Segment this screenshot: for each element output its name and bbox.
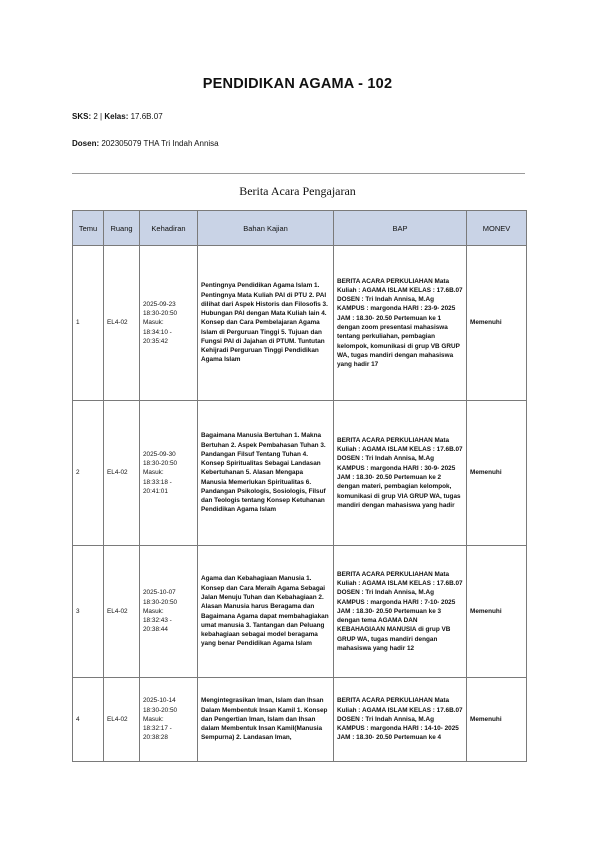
dosen-label: Dosen: (72, 139, 100, 148)
cell-bahan-kajian: Agama dan Kebahagiaan Manusia 1. Konsep dan Cara Meraih Agama Sebagai Jalan Menuju Tuhan dan Kebahagiaan 2. Alasan Manusia harus Beragama dan Bagaimana Agama dapat membahagiakan umat manusia 3. Tantangan dan Peluang kebahagiaan sebagai model beragama yang benar Pendidikan Agama Islam (198, 546, 334, 678)
cell-monev: Memenuhi (467, 246, 527, 401)
table-header-row (73, 211, 527, 246)
header-kehadiran: Kehadiran (140, 211, 198, 246)
kelas-label: Kelas: (104, 112, 129, 121)
table-row (73, 246, 527, 401)
cell-bahan-kajian: Mengintegrasikan Iman, Islam dan Ihsan Dalam Membentuk Insan Kamil 1. Konsep dan Pengertian Iman, Islam dan Ihsan dalam Membentuk Insan Kamil(Manusia Sempurna) 2. Landasan Iman, (198, 678, 334, 762)
header-temu: Temu (73, 211, 104, 246)
header-bahan-kajian: Bahan Kajian (198, 211, 334, 246)
table-row (73, 401, 527, 546)
sks-value: 2 (93, 112, 98, 121)
cell-temu: 3 (73, 546, 104, 678)
header-monev: MONEV (467, 211, 527, 246)
table-row (73, 678, 527, 762)
cell-bap: BERITA ACARA PERKULIAHAN Mata Kuliah : AGAMA ISLAM KELAS : 17.6B.07 DOSEN : Tri Indah Annisa, M.Ag KAMPUS : margonda HARI : 23-9- 2025 JAM : 18.30- 20.50 Pertemuan ke 1 dengan zoom presentasi mahasiswa tentang perkuliahan, pembagian kelompok, komunikasi di grup VB GRUP WA, tugas mandiri dengan mahasiswa yang hadir 17 (334, 246, 467, 401)
cell-temu: 2 (73, 401, 104, 546)
cell-temu: 4 (73, 678, 104, 762)
cell-ruang: EL4-02 (104, 401, 140, 546)
cell-bahan-kajian: Pentingnya Pendidikan Agama Islam 1. Pentingnya Mata Kuliah PAI di PTU 2. PAI dilihat dari Aspek Historis dan Filosofis 3. Hubungan PAI dengan Mata Kuliah lain 4. Konsep dan Cara Pembelajaran Agama Islam di Perguruan Tinggi 5. Tujuan dan Fungsi PAI di Jajahan di PTUM. Tuntutan Kehijradi Perguruan Tinggi Pendidikan Agama Islam (198, 246, 334, 401)
header-bap: BAP (334, 211, 467, 246)
section-title: Berita Acara Pengajaran (239, 184, 356, 198)
cell-bap: BERITA ACARA PERKULIAHAN Mata Kuliah : AGAMA ISLAM KELAS : 17.6B.07 DOSEN : Tri Indah Annisa, M.Ag KAMPUS : margonda HARI : 7-10- 2025 JAM : 18.30- 20.50 Pertemuan ke 3 dengan tema AGAMA DAN KEBAHAGIAAN MANUSIA di grup VB GRUP WA, tugas mandiri dengan mahasiswa yang hadir 12 (334, 546, 467, 678)
cell-monev: Memenuhi (467, 678, 527, 762)
cell-temu: 1 (73, 246, 104, 401)
dosen-value: 202305079 THA Tri Indah Annisa (101, 139, 219, 148)
cell-kehadiran: 2025-10-07 18:30-20:50 Masuk: 18:32:43 - 20:38:44 (140, 546, 198, 678)
cell-ruang: EL4-02 (104, 678, 140, 762)
divider (72, 173, 525, 174)
cell-kehadiran: 2025-09-30 18:30-20:50 Masuk: 18:33:18 - 20:41:01 (140, 401, 198, 546)
cell-bap: BERITA ACARA PERKULIAHAN Mata Kuliah : AGAMA ISLAM KELAS : 17.6B.07 DOSEN : Tri Indah Annisa, M.Ag KAMPUS : margonda HARI : 30-9- 2025 JAM : 18.30- 20.50 Pertemuan ke 2 dengan materi, pembagian kelompok, komunikasi di grup VIA GRUP WA, tugas mandiri dengan mahasiswa yang hadir (334, 401, 467, 546)
lecturer-meta (72, 139, 219, 148)
course-title: PENDIDIKAN AGAMA - 102 (202, 76, 393, 92)
header-ruang: Ruang (104, 211, 140, 246)
table-row (73, 546, 527, 678)
cell-monev: Memenuhi (467, 401, 527, 546)
cell-bahan-kajian: Bagaimana Manusia Bertuhan 1. Makna Bertuhan 2. Aspek Pembahasan Tuhan 3. Pandangan Filsuf Tentang Tuhan 4. Konsep Spiritualitas Sebagai Landasan Kebertuhanan 5. Alasan Mengapa Manusia Memerlukan Spiritualitas 6. Pandangan Psikologis, Sosiologis, Filsuf dan Teologis tentang Konsep Ketuhanan Pendidikan Agama Islam (198, 401, 334, 546)
sks-label: SKS: (72, 112, 92, 121)
kelas-value: 17.6B.07 (130, 112, 163, 121)
course-meta (72, 112, 163, 121)
meta-separator: | (100, 112, 103, 121)
cell-ruang: EL4-02 (104, 246, 140, 401)
cell-kehadiran: 2025-09-23 18:30-20:50 Masuk: 18:34:10 - 20:35:42 (140, 246, 198, 401)
cell-kehadiran: 2025-10-14 18:30-20:50 Masuk: 18:32:17 - 20:38:28 (140, 678, 198, 762)
cell-ruang: EL4-02 (104, 546, 140, 678)
cell-bap: BERITA ACARA PERKULIAHAN Mata Kuliah : AGAMA ISLAM KELAS : 17.6B.07 DOSEN : Tri Indah Annisa, M.Ag KAMPUS : margonda HARI : 14-10- 2025 JAM : 18.30- 20.50 Pertemuan ke 4 (334, 678, 467, 762)
cell-monev: Memenuhi (467, 546, 527, 678)
bap-table (72, 210, 527, 762)
